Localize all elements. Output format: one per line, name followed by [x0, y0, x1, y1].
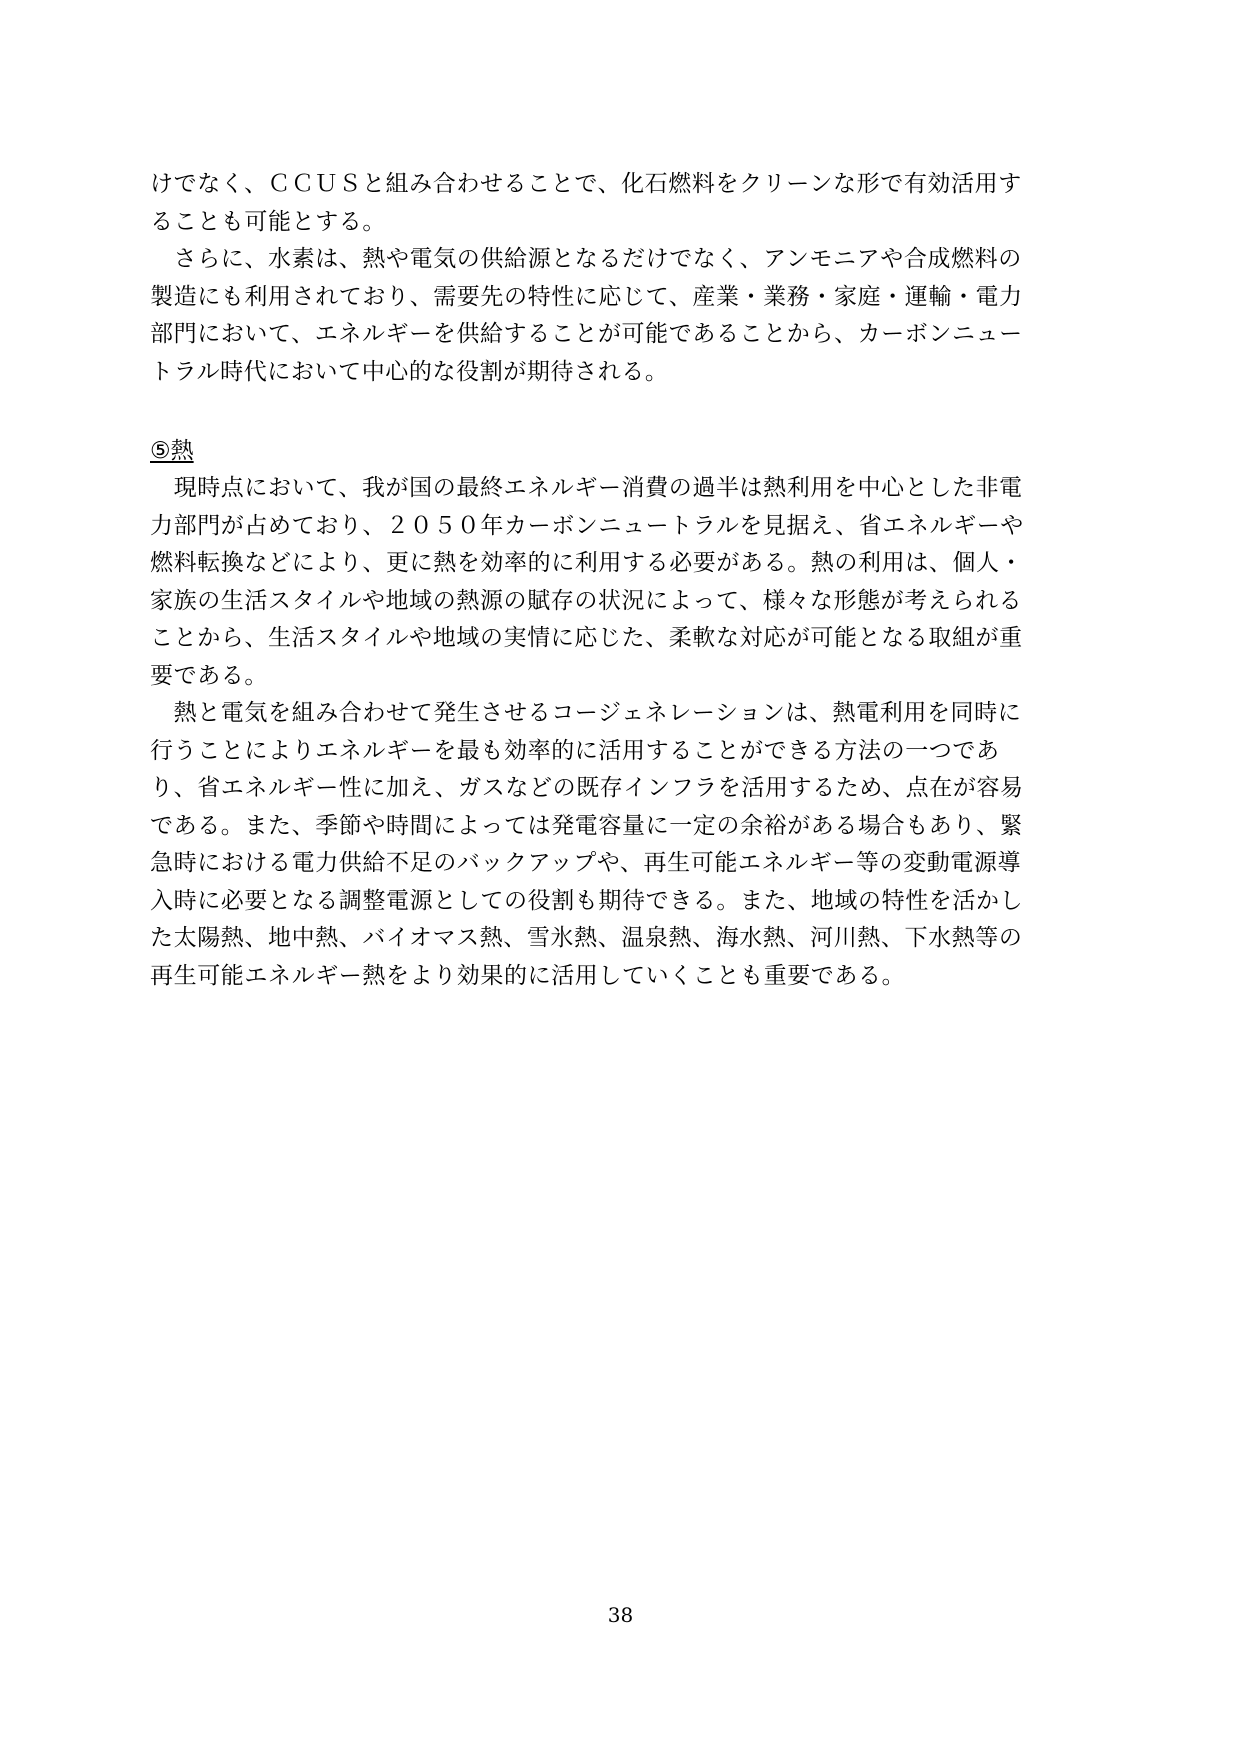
text-line: 熱と電気を組み合わせて発生させるコージェネレーションは、熱電利用を同時に	[150, 700, 1022, 726]
section-heading-block	[150, 433, 1095, 471]
section-heading: ⑤熱	[150, 438, 194, 464]
text-line: 家族の生活スタイルや地域の熱源の賦存の状況によって、様々な形態が考えられる	[150, 587, 1023, 614]
text-line: 力部門が占めており、２０５０年カーボンニュートラルを見据え、省エネルギーや	[150, 512, 1024, 539]
text-line: 入時に必要となる調整電源としての役割も期待できる。また、地域の特性を活かし	[150, 887, 1024, 914]
text-line: 行うことによりエネルギーを最も効率的に活用することができる方法の一つであ	[150, 737, 1000, 764]
text-line: けでなく、ＣＣＵＳと組み合わせることで、化石燃料をクリーンな形で有効活用す	[150, 171, 1022, 197]
intro-paragraphs	[150, 166, 1095, 391]
text-line: トラル時代において中心的な役割が期待される。	[150, 358, 669, 385]
text-line: ることも可能とする。	[150, 208, 386, 235]
text-line: 部門において、エネルギーを供給することが可能であることから、カーボンニュー	[150, 321, 1023, 347]
text-line: 再生可能エネルギー熱をより効果的に活用していくことも重要である。	[150, 962, 906, 989]
text-line: た太陽熱、地中熱、バイオマス熱、雪氷熱、温泉熱、海水熱、河川熱、下水熱等の	[150, 925, 1023, 951]
text-line: り、省エネルギー性に加え、ガスなどの既存インフラを活用するため、点在が容易	[150, 775, 1024, 801]
text-line: 現時点において、我が国の最終エネルギー消費の過半は熱利用を中心とした非電	[150, 475, 1023, 501]
text-line: ことから、生活スタイルや地域の実情に応じた、柔軟な対応が可能となる取組が重	[150, 625, 1023, 651]
text-line: である。また、季節や時間によっては発電容量に一定の余裕がある場合もあり、緊	[150, 812, 1024, 839]
text-line: 燃料転換などにより、更に熱を効率的に利用する必要がある。熱の利用は、個人・	[150, 550, 1024, 576]
section-paragraphs	[150, 470, 1095, 995]
text-line: 要である。	[150, 662, 268, 689]
text-line: 急時における電力供給不足のバックアップや、再生可能エネルギー等の変動電源導	[150, 850, 1022, 876]
text-line: さらに、水素は、熱や電気の供給源となるだけでなく、アンモニアや合成燃料の	[150, 246, 1022, 272]
page-number: 38	[607, 1603, 634, 1627]
text-line: 製造にも利用されており、需要先の特性に応じて、産業・業務・家庭・運輸・電力	[150, 283, 1023, 310]
